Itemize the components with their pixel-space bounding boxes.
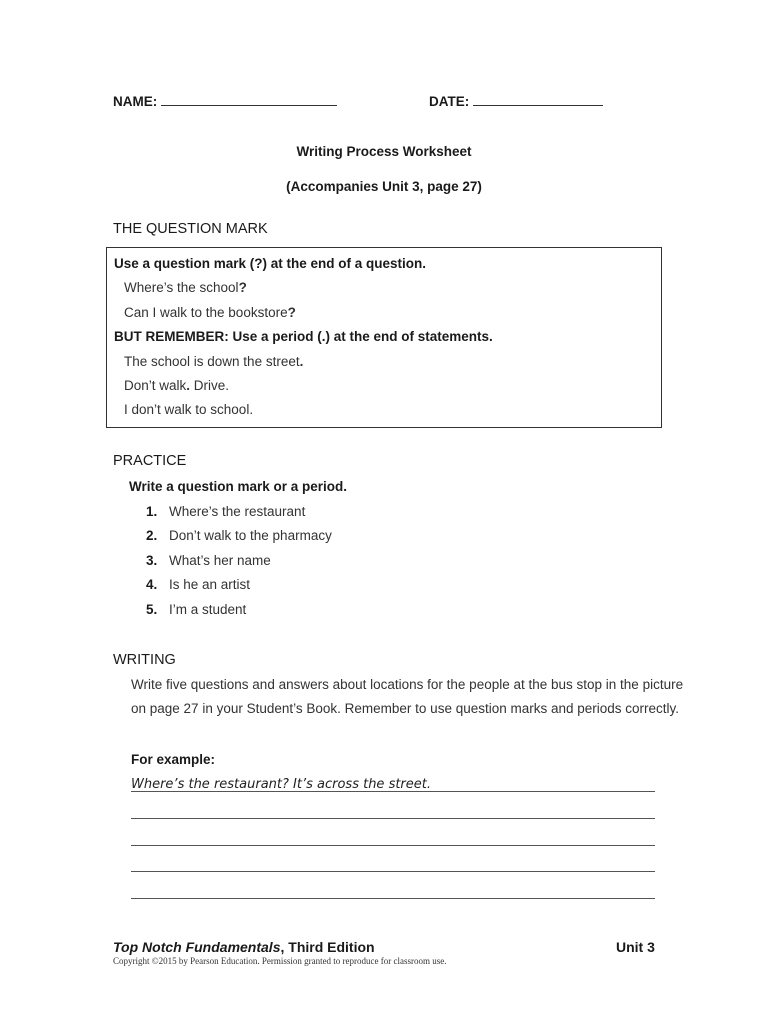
rules-box (106, 247, 662, 428)
example-question-2: Can I walk to the bookstore? (124, 305, 296, 320)
example-label: For example: (131, 752, 216, 767)
name-field (113, 93, 337, 109)
practice-item[interactable]: 4. Is he an artist (146, 577, 251, 592)
writing-instructions: Write five questions and answers about locations for the people at the bus stop in the picture on page 27 in your Student’s Book. Remember to use question marks and periods correctly. (131, 677, 684, 716)
book-title: Top Notch Fundamentals (113, 939, 281, 955)
answer-line[interactable] (131, 871, 655, 872)
practice-item[interactable]: 1. Where’s the restaurant (146, 504, 306, 519)
worksheet-title: Writing Process Worksheet (296, 144, 472, 159)
answer-line[interactable] (131, 818, 655, 819)
example-question-1: Where’s the school? (124, 280, 247, 295)
example-answer: Where’s the restaurant? It’s across the street. (131, 777, 432, 792)
footer-unit: Unit 3 (616, 939, 655, 955)
worksheet-subtitle: (Accompanies Unit 3, page 27) (286, 179, 482, 194)
rule-question: Use a question mark (?) at the end of a question. (114, 256, 427, 271)
rule-period: BUT REMEMBER: Use a period (.) at the end of statements. (114, 329, 493, 344)
copyright-notice: Copyright ©2015 by Pearson Education. Permission granted to reproduce for classroom use. (113, 956, 447, 966)
name-label: NAME: (113, 94, 158, 109)
section-heading-writing: WRITING (113, 652, 176, 668)
date-label: DATE: (429, 94, 470, 109)
book-edition: , Third Edition (280, 939, 375, 955)
answer-line[interactable] (131, 845, 655, 846)
example-statement-2: Don’t walk. Drive. (124, 378, 230, 393)
example-statement-3: I don’t walk to school. (124, 402, 254, 417)
example-statement-1: The school is down the street. (124, 354, 304, 369)
date-blank[interactable] (473, 93, 603, 106)
name-blank[interactable] (161, 93, 337, 106)
date-field (429, 93, 603, 109)
answer-line[interactable] (131, 898, 655, 899)
footer-book-title (113, 939, 375, 955)
practice-instruction: Write a question mark or a period. (129, 479, 348, 494)
section-heading-practice: PRACTICE (113, 453, 187, 469)
practice-item[interactable]: 5. I’m a student (146, 602, 247, 617)
answer-line-example (131, 791, 655, 792)
practice-item[interactable]: 3. What’s her name (146, 553, 271, 568)
practice-item[interactable]: 2. Don’t walk to the pharmacy (146, 528, 332, 543)
section-heading-question-mark: THE QUESTION MARK (113, 221, 268, 237)
